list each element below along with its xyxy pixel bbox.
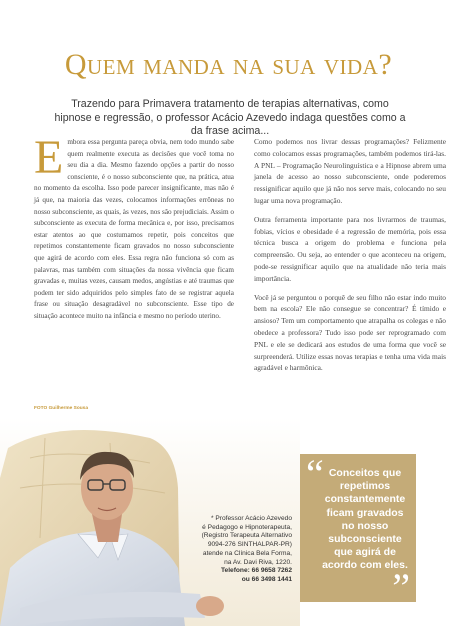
pull-quote-box bbox=[300, 451, 416, 610]
pull-quote-line: ficam gravados bbox=[326, 506, 404, 519]
pull-quote-line: acordo com eles. bbox=[322, 559, 408, 572]
right-paragraph-1: Como podemos nos livrar dessas programações? Felizmente como colocamos essas programações, também podemos tirá-las. A PNL – Programação Neurolinguística e a Hipnose abrem uma janela de acesso ao nosso subconsciente, onde poderemos ressignificar aquilo que já não nos serve mais, colocando no seu lugar uma nova programação. bbox=[254, 137, 446, 205]
left-paragraph-text: mbora essa pergunta pareça obvia, nem todo mundo sabe quem realmente executa as decisões que você toma no seu dia a dia. Mesmo fazendo opções a partir do nosso consciente, é o nosso subconsciente que, na prática, atua no momento da escolha. Isso pode parecer insignificante, mas não é já que, na maioria das vezes, colocamos informações errôneas no nosso subconsciente, as quais, às vezes, nos são prejudiciais. Assim o subconsciente as executa de forma mecânica e, por isso, precisamos estar atentos ao que costumamos repetir, pois conceitos que repetimos constantemente ficam gravados no nosso subconsciente que agirá de acordo com eles. Essa regra não funciona só com as palavras, mas também com situações da nossa vivência que ficam gravadas e, muitas vezes, causam medos, angústias e até traumas que podem ter sido adquiridos pelo simples fato de se registrar aquela frase ou situação desagradável no subconsciente. Esse tipo de situação acontece muito na infância e mesmo no período uterino. bbox=[34, 138, 234, 320]
drop-cap: E bbox=[34, 131, 64, 184]
photo-credit: FOTO Guilherme Sousa bbox=[34, 406, 89, 411]
caption-phone: ou 66 3498 1441 bbox=[241, 575, 292, 583]
caption-line: 9094-276 SINTHALPAR-PR) bbox=[207, 541, 292, 549]
pull-quote-line: subconsciente bbox=[328, 533, 402, 546]
pull-quote-text bbox=[320, 467, 410, 573]
open-quote-icon: “ bbox=[306, 451, 324, 496]
caption-line: na Av. Davi Riva, 1220. bbox=[224, 558, 292, 566]
author-caption bbox=[170, 515, 292, 585]
caption-line: é Pedagogo e Hipnoterapeuta, bbox=[202, 523, 292, 531]
caption-line: atende na Clínica Bela Forma, bbox=[202, 549, 292, 557]
right-paragraph-3: Você já se perguntou o porquê de seu filho não estar indo muito bem na escola? Ele não consegue se concentrar? É tímido e ansioso? Tem um comportamento que atrapalha os colegas e não obedece a professora? Tudo isso pode ser reprogramado com PNL e ele se dedicará aos estudos de uma forma que você se surpreenderá. Utilize essas novas terapias e tenha uma vida mais agradável e harmônica. bbox=[254, 292, 446, 373]
right-paragraph-2: Outra ferramenta importante para nos livrarmos de traumas, fobias, vícios e obesidade é a regressão de memória, pois essa técnica busca a origem do problema e funciona pela compreensão. Ou seja, ao entender o que aconteceu na origem, pode-se ressignificar aquilo que na atualidade não teria mais importância. bbox=[254, 214, 446, 283]
caption-line: * Professor Acácio Azevedo bbox=[210, 515, 292, 522]
right-column bbox=[254, 136, 446, 381]
pull-quote-line: que agirá de bbox=[334, 546, 396, 559]
pull-quote-line: Conceitos que bbox=[328, 467, 402, 479]
pull-quote-line: constantemente bbox=[324, 493, 406, 506]
caption-line: (Registro Terapeuta Alternativo bbox=[201, 532, 292, 540]
close-quote-icon: ” bbox=[392, 565, 410, 610]
pull-quote-line: no nosso bbox=[341, 519, 389, 532]
subtitle: Trazendo para Primavera tratamento de terapias alternativas, como hipnose e regressão, o professor Acácio Azevedo indaga questões como a da frase acima... bbox=[54, 98, 406, 137]
page-title: Quem manda na sua vida? bbox=[64, 48, 393, 81]
caption-phone: Telefone: 66 9658 7262 bbox=[221, 567, 292, 575]
pull-quote-line: repetimos bbox=[339, 480, 391, 493]
left-paragraph bbox=[34, 131, 234, 323]
left-column bbox=[34, 131, 234, 327]
